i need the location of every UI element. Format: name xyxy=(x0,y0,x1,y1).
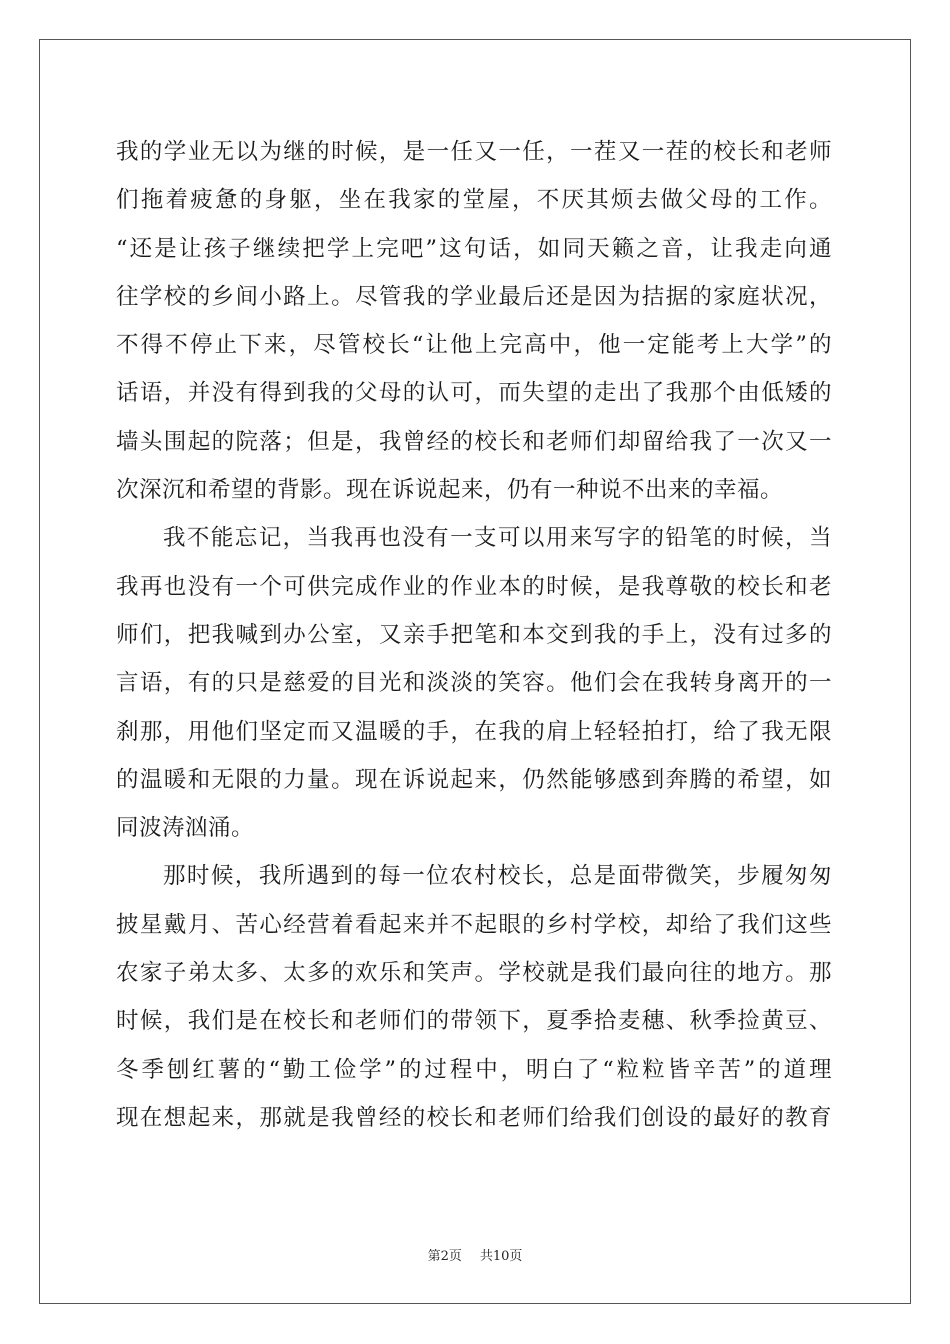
text-line: 我的学业无以为继的时候，是一任又一任，一茬又一茬的校长和老师 xyxy=(116,139,832,165)
text-line: 往学校的乡间小路上。尽管我的学业最后还是因为拮据的家庭状况， xyxy=(116,283,832,310)
document-body xyxy=(116,128,832,1142)
text-line: 冬季刨红薯的“勤工俭学”的过程中，明白了“粒粒皆辛苦”的道理 xyxy=(116,1056,832,1083)
page-number: 第2页 xyxy=(427,1249,462,1264)
text-line: 不得不停止下来，尽管校长“让他上完高中，他一定能考上大学”的 xyxy=(116,332,832,359)
text-line: 我不能忘记，当我再也没有一支可以用来写字的铅笔的时候，当 xyxy=(163,525,832,552)
text-line: 墙头围起的院落；但是，我曾经的校长和老师们却留给我了一次又一 xyxy=(116,428,832,455)
text-line: 言语，有的只是慈爱的目光和淡淡的笑容。他们会在我转身离开的一 xyxy=(116,670,832,697)
text-line: 披星戴月、苦心经营着看起来并不起眼的乡村学校，却给了我们这些 xyxy=(116,911,832,938)
text-line: 刹那，用他们坚定而又温暖的手，在我的肩上轻轻拍打，给了我无限 xyxy=(116,718,832,745)
text-line: 农家子弟太多、太多的欢乐和笑声。学校就是我们最向往的地方。那 xyxy=(116,960,832,987)
text-line: 话语，并没有得到我的父母的认可，而失望的走出了我那个由低矮的 xyxy=(116,380,832,407)
text-line: 那时候，我所遇到的每一位农村校长，总是面带微笑，步履匆匆 xyxy=(163,863,832,890)
text-line: 时候，我们是在校长和老师们的带领下，夏季拾麦穗、秋季捡黄豆、 xyxy=(116,1008,832,1035)
text-line: 现在想起来，那就是我曾经的校长和老师们给我们创设的最好的教育 xyxy=(116,1104,832,1131)
text-line: 我再也没有一个可供完成作业的作业本的时候，是我尊敬的校长和老 xyxy=(116,573,832,600)
text-line: 的温暖和无限的力量。现在诉说起来，仍然能够感到奔腾的希望，如 xyxy=(116,766,832,793)
text-line: 师们，把我喊到办公室，又亲手把笔和本交到我的手上，没有过多的 xyxy=(116,621,832,648)
text-line: “还是让孩子继续把学上完吧”这句话，如同天籁之音，让我走向通 xyxy=(116,235,832,262)
page-total: 共10页 xyxy=(479,1249,523,1264)
text-line: 次深沉和希望的背影。现在诉说起来，仍有一种说不出来的幸福。 xyxy=(116,477,784,504)
page-footer xyxy=(0,1245,950,1264)
text-line: 同波涛汹涌。 xyxy=(116,815,255,842)
text-line: 们拖着疲惫的身躯，坐在我家的堂屋，不厌其烦去做父母的工作。 xyxy=(116,187,832,214)
